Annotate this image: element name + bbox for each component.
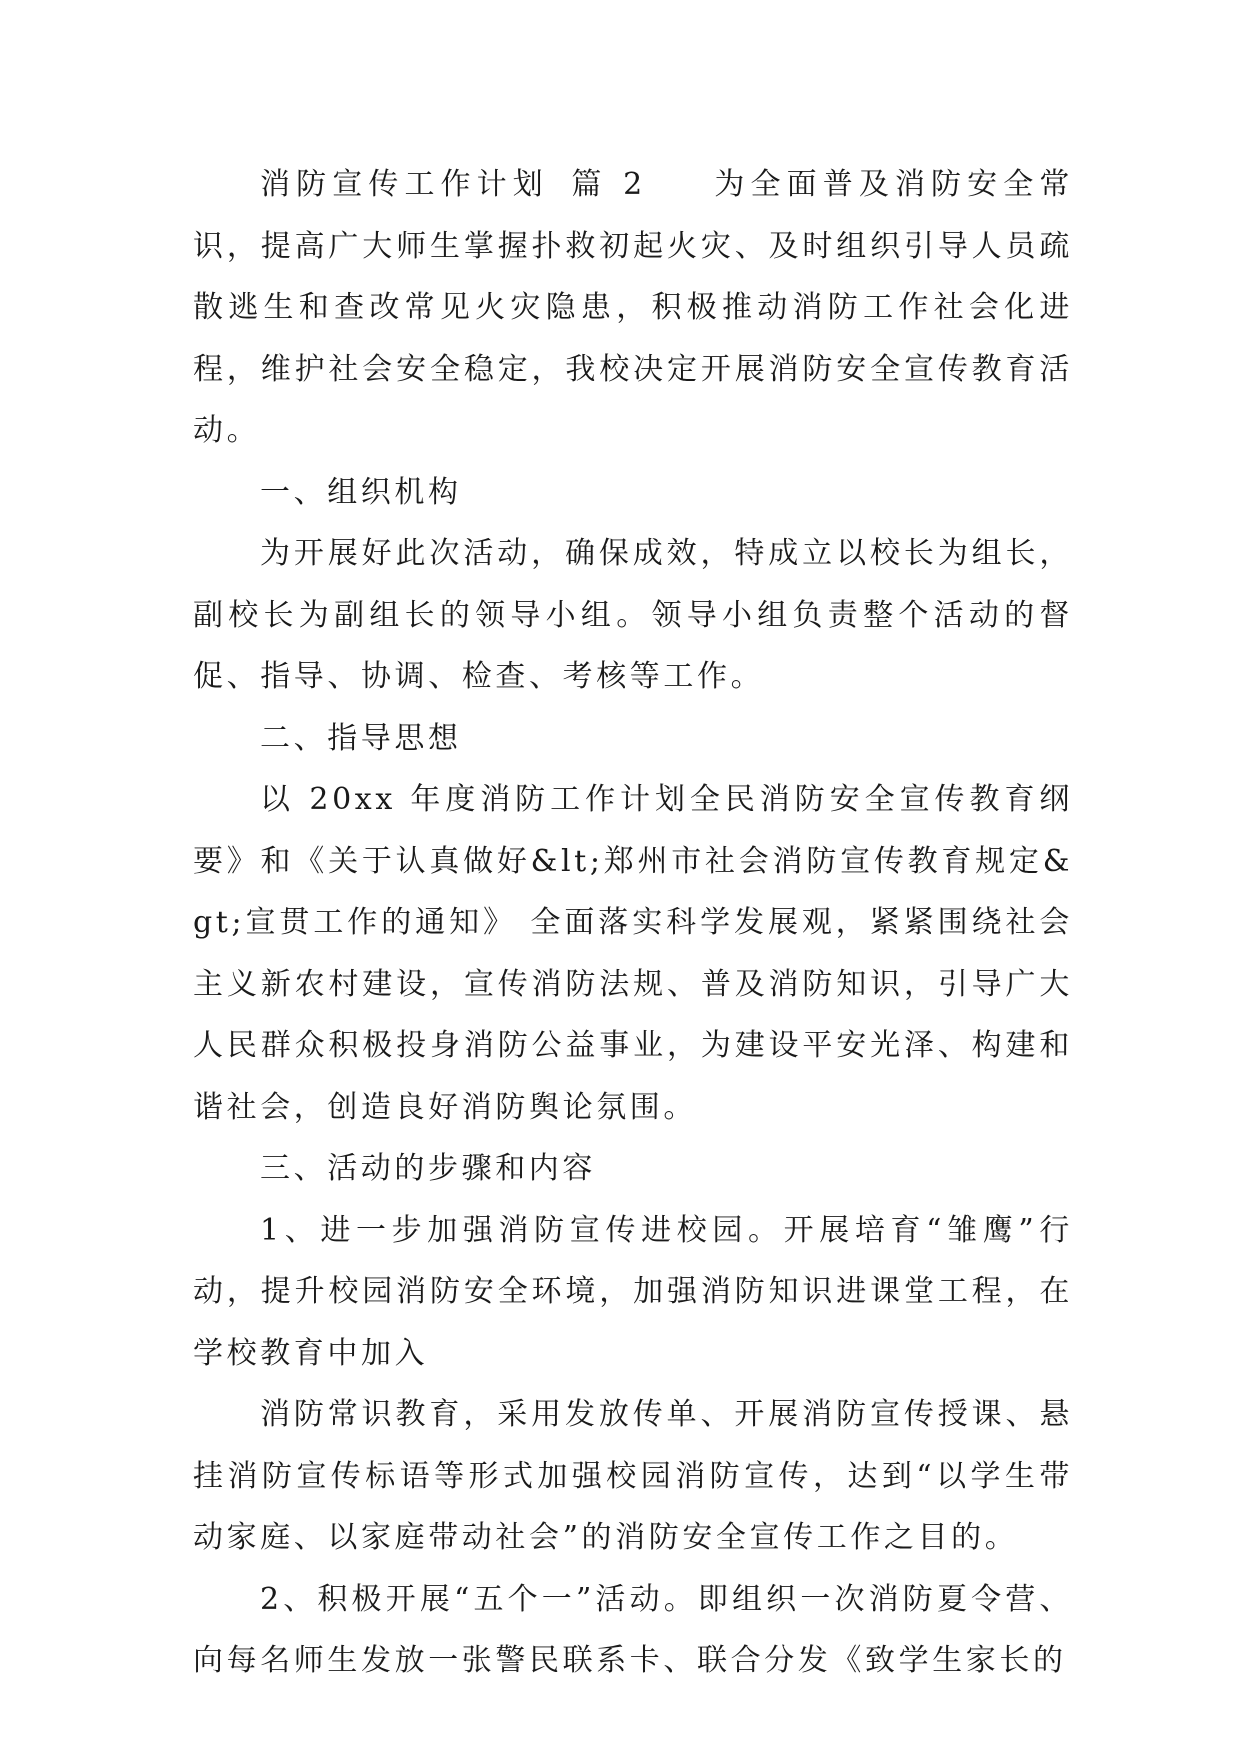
- intro-text: 为全面普及消防安全常识，提高广大师生掌握扑救初起火灾、及时组织引导人员疏散逃生和查改常见火灾隐患，积极推动消防工作社会化进程，维护社会安全稳定，我校决定开展消防安全宣传教育活动。: [193, 167, 1073, 448]
- section2-body: 以 20xx 年度消防工作计划全民消防安全宣传教育纲要》和《关于认真做好&lt;郑州市社会消防宣传教育规定&gt;宣贯工作的通知》 全面落实科学发展观，紧紧围绕社会主义新农村建设，宣传消防法规、普及消防知识，引导广大人民群众积极投身消防公益事业，为建设平安光泽、构建和谐社会，创造良好消防舆论氛围。: [193, 782, 1073, 1125]
- intro-paragraph: [193, 154, 1073, 462]
- item2-paragraph: 2、积极开展“五个一”活动。即组织一次消防夏令营、向每名师生发放一张警民联系卡、联合分发《致学生家长的: [193, 1581, 1073, 1678]
- item1-continued-paragraph: 消防常识教育，采用发放传单、开展消防宣传授课、悬挂消防宣传标语等形式加强校园消防宣传，达到“以学生带动家庭、以家庭带动社会”的消防安全宣传工作之目的。: [193, 1397, 1073, 1555]
- section3-heading: 三、活动的步骤和内容: [260, 1151, 596, 1186]
- section-label: 篇 2: [568, 167, 646, 202]
- section1-heading: 一、组织机构: [260, 474, 462, 510]
- section1-body: 为开展好此次活动，确保成效，特成立以校长为组长，副校长为副组长的领导小组。领导小组负责整个活动的督促、指导、协调、检查、考核等工作。: [193, 536, 1073, 694]
- section2-heading: 二、指导思想: [260, 720, 462, 756]
- document-title: 消防宣传工作计划: [260, 167, 549, 202]
- item1-paragraph: 1、进一步加强消防宣传进校园。开展培育“雏鹰”行动，提升校园消防安全环境，加强消防知识进课堂工程，在学校教育中加入: [193, 1212, 1073, 1371]
- document-body: [193, 154, 1073, 1692]
